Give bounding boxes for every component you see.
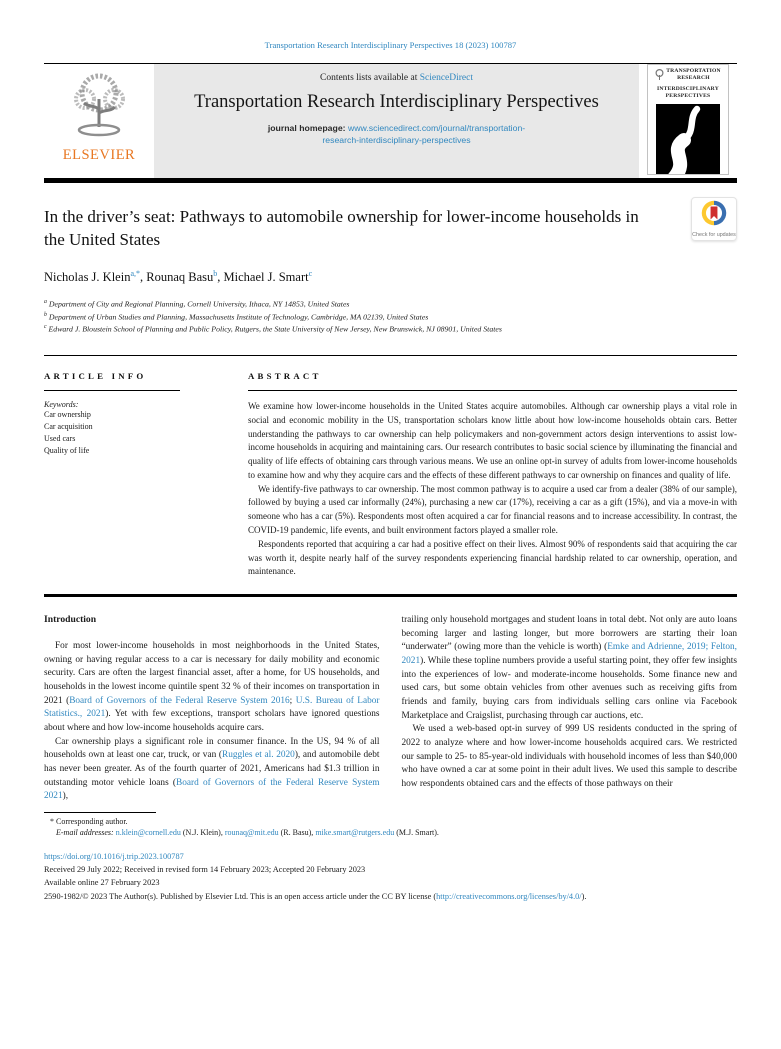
text-link[interactable]: rounaq@mit.edu: [224, 827, 279, 837]
footnote-block: [44, 812, 737, 837]
article-info-heading: ARTICLE INFO: [44, 371, 147, 382]
contents-line: [162, 73, 631, 83]
text-link[interactable]: Ruggles et al. 2020: [222, 750, 295, 761]
text-link[interactable]: mike.smart@rutgers.edu: [315, 827, 395, 837]
text-link[interactable]: Board of Governors of the Federal Reserve System 2016: [69, 695, 290, 706]
received-dates-line: Received 29 July 2022; Received in revised form 14 February 2023; Accepted 20 February 2023: [44, 865, 366, 875]
abstract-paragraph: We examine how lower-income households in the United States acquire automobiles. Although car ownership plays a vital role in social and economic mobility in the US, transportation scholars know little about how low-income households obtain cars. Better understanding the pathways to car ownership can help policymakers and non-government actors design interventions to assist low-income households in acquiring and maintaining cars. Our research contributes to basic social science by illuminating the financial and quality of life effects of obtaining cars through various means. We use an online opt-in survey of adults from lower-income households to examine how and why they acquire cars and the effects of these different pathways to car ownership on finances and quality of life.: [248, 401, 737, 480]
article-title: In the driver’s seat: Pathways to automobile ownership for lower-income households in the United States: [44, 207, 639, 250]
paragraph: For most lower-income households in most neighborhoods in the United States, owning or having regular access to a car is necessary for daily mobility and economic security. Cars are often the largest financial asset, after a home, for US households, and households in the lowest income quintile spent 32 % of their incomes on transportation in 2021 (Board of Governors of the Federal Reserve System 2016; U.S. Bureau of Labor Statistics., 2021). Yet with few exceptions, transport scholars have ignored questions about where and how low-income households acquire cars.: [44, 641, 380, 733]
sciencedirect-link[interactable]: ScienceDirect: [419, 73, 473, 83]
heading-rule: [248, 390, 737, 391]
masthead-center: [154, 64, 639, 178]
cover-road-image: [656, 104, 720, 174]
keyword: Used cars: [44, 434, 76, 444]
text-link[interactable]: Emke and Adrienne, 2019; Felton, 2021: [401, 642, 737, 666]
author-list: [44, 269, 737, 285]
journal-cover-thumbnail: [647, 64, 729, 175]
doi-link[interactable]: https://doi.org/10.1016/j.trip.2023.100787: [44, 851, 184, 861]
body-right-column: [402, 614, 738, 804]
abstract-paragraph: We identify-five pathways to car ownership. The most common pathway is to acquire a used car from a dealer (38% of our sample), followed by buying a used car informally (24%), purchasing a new car (17%), receiving a car as a gift (15%), and via a move-in with someone who has a car (5%). Respondents most often acquired a car for financial reasons and to increase accessibility. In contrast, the COVID-19 pandemic, life events, and built environment factors played a smaller role.: [248, 483, 737, 535]
journal-citation-link[interactable]: Transportation Research Interdisciplinary Perspectives 18 (2023) 100787: [264, 40, 517, 50]
author: Nicholas J. Klein$^{a,*}$,: [44, 268, 147, 285]
masthead-divider-bar: [44, 178, 737, 183]
keywords-label: Keywords:: [44, 400, 79, 410]
footnote-rule: [44, 812, 156, 813]
text-link[interactable]: http://creativecommons.org/licenses/by/4.0/: [436, 891, 582, 901]
check-for-updates-icon: [701, 200, 727, 231]
cover-title-line: INTERDISCIPLINARY: [657, 86, 719, 92]
text-link[interactable]: n.klein@cornell.edu: [115, 827, 181, 837]
corresponding-author-note: * Corresponding author.: [50, 816, 128, 826]
contents-prefix: Contents lists available at: [319, 73, 420, 83]
article-info-column: [44, 371, 214, 579]
elsevier-wordmark: ELSEVIER: [62, 147, 136, 163]
cover-title-line: RESEARCH: [677, 75, 710, 82]
affiliation-list: [44, 298, 737, 336]
homepage-url-link[interactable]: www.sciencedirect.com/journal/transportation- research-interdisciplinary-perspectives: [322, 123, 526, 146]
journal-masthead: [44, 63, 737, 178]
abstract-bottom-rule: [44, 594, 737, 597]
check-for-updates-badge[interactable]: [691, 197, 737, 241]
paragraph: trailing only household mortgages and student loans in total debt. Not only are auto loans becoming larger and lasting longer, but more borrowers are starting their loan “underwater” (owing more than the vehicle is worth) (Emke and Adrienne, 2019; Felton, 2021). While these topline numbers provide a useful starting point, they offer few insights into the experiences of low- and moderate-income households. Some finance new and used cars, but some obtain vehicles from other avenues such as receiving gifts from friends and family, buying cars from individuals selling cars online via Facebook Marketplace and Craigslist, purchasing through car auctions, etc.: [401, 615, 737, 721]
abstract-heading: ABSTRACT: [248, 371, 322, 382]
keyword: Car ownership: [44, 410, 91, 420]
author-affiliation-link[interactable]: a,*: [130, 268, 141, 278]
email-addresses-line: E-mail addresses: n.klein@cornell.edu (N.J. Klein), rounaq@mit.edu (R. Basu), mike.smart@rutgers.edu (M.J. Smart).: [56, 827, 439, 837]
homepage-label: journal homepage:: [267, 123, 348, 133]
elsevier-tree-icon: [62, 69, 136, 146]
heading-rule: [44, 390, 180, 391]
paragraph: We used a web-based opt-in survey of 999 US residents conducted in the spring of 2022 to analyze where and how lower-income households acquired cars. We restricted our sample to 25- to 85-year-old individuals with household incomes of less than $40,000 who have owned a car at some point in their adult lives. We used this sample to describe how respondents obtained cars and the effects of those pathways on their: [401, 724, 737, 789]
journal-title: Transportation Research Interdisciplinary Perspectives: [194, 92, 599, 112]
check-for-updates-caption: Check for updates: [692, 232, 736, 238]
text-link[interactable]: Board of Governors of the Federal Reserve System 2021: [44, 777, 380, 802]
paragraph: Car ownership plays a significant role in consumer finance. In the US, 94 % of all households own at least one car, truck, or van (Ruggles et al. 2020), and automobile debt has never been greater. As of the fourth quarter of 2021, Americans had $1.3 trillion in outstanding motor vehicle loans (Board of Governors of the Federal Reserve System 2021),: [44, 736, 380, 802]
elsevier-logo[interactable]: [44, 64, 154, 178]
author-affiliation-link[interactable]: c: [308, 268, 313, 278]
author-affiliation-link[interactable]: b: [213, 268, 218, 278]
introduction-heading: Introduction: [44, 614, 97, 626]
keyword: Quality of life: [44, 446, 90, 456]
affiliation: $^c$ Edward J. Bloustein School of Planning and Public Policy, Rutgers, the State University of New Jersey, New Brunswick, NJ 08901, United States: [44, 324, 502, 334]
journal-homepage-line: [162, 122, 631, 146]
affiliation: $^a$ Department of City and Regional Planning, Cornell University, Ithaca, NY 14853, United States: [44, 299, 350, 309]
abstract-column: [248, 371, 737, 579]
abstract-paragraph: Respondents reported that acquiring a car had a positive effect on their lives. Almost 90% of respondents said that acquiring the car was worth it, despite nearly half of the survey respondents experiencing financial hardship related to car ownership, operation, and maintenance.: [248, 538, 737, 577]
footer-block: [44, 850, 737, 903]
cover-title-line: TRANSPORTATION: [666, 68, 721, 74]
affiliation: $^b$ Department of Urban Studies and Planning, Massachusetts Institute of Technology, Cambridge, MA 02139, United States: [44, 311, 429, 322]
masthead-right: [639, 64, 737, 178]
available-online-line: Available online 27 February 2023: [44, 878, 160, 888]
text-link[interactable]: U.S. Bureau of Labor Statistics., 2021: [44, 695, 380, 720]
author: Rounaq Basu$^b$,: [146, 268, 224, 285]
keyword: Car acquisition: [44, 422, 93, 432]
author: Michael J. Smart$^c$: [223, 268, 313, 285]
cover-title-line: PERSPECTIVES: [665, 93, 711, 100]
license-line: 2590-1982/© 2023 The Author(s). Published by Elsevier Ltd. This is an open access article under the CC BY license (http://creativecommons.org/licenses/by/4.0/).: [44, 891, 587, 901]
body-left-column: [44, 614, 380, 804]
cover-tree-icon: [655, 68, 664, 86]
